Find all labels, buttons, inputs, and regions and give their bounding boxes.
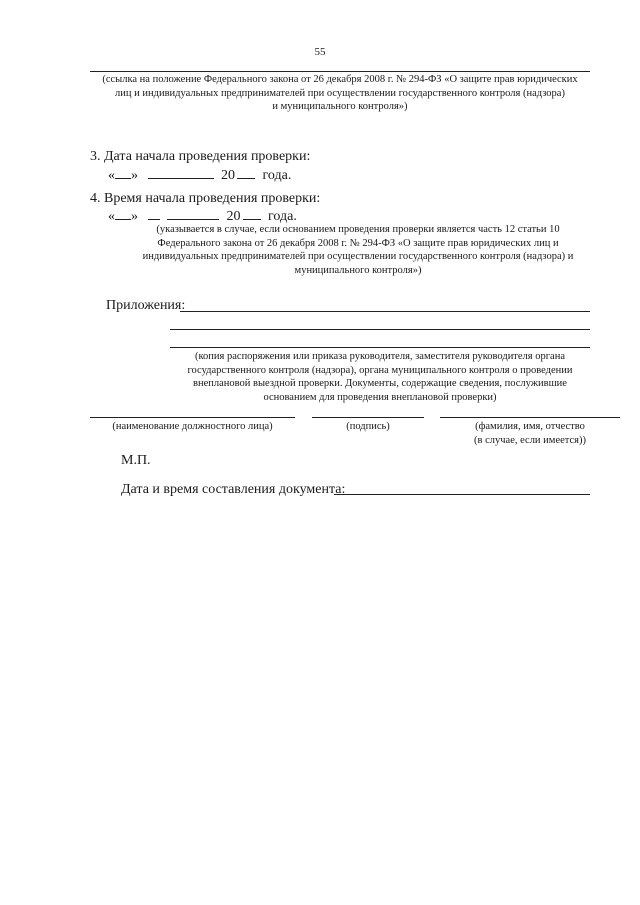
item4-note-line-4: муниципального контроля») — [294, 264, 422, 276]
attachments-line-2[interactable] — [170, 329, 590, 330]
page-number: 55 — [314, 46, 326, 58]
attachments-label: Приложения: — [106, 298, 186, 313]
full-name-caption-line-2: (в случае, если имеется)) — [474, 434, 586, 446]
full-name-signature-line[interactable] — [440, 417, 620, 418]
day-field[interactable] — [115, 207, 131, 220]
attachments-line-3[interactable] — [170, 347, 590, 348]
hour-field[interactable] — [148, 207, 160, 220]
position-caption: (наименование должностного лица) — [112, 421, 273, 432]
attachments-note-line-4: основанием для проведения внеплановой проверки) — [263, 391, 497, 403]
attachments-note-line-1: (копия распоряжения или приказа руководителя, заместителя руководителя органа — [194, 351, 566, 362]
month-field[interactable] — [148, 166, 214, 179]
year-suffix: года. — [262, 168, 292, 183]
close-quote: » — [131, 168, 138, 183]
open-quote: « — [108, 168, 115, 183]
stamp-label: М.П. — [121, 453, 151, 468]
legal-reference-note — [90, 73, 590, 114]
attachments-line-1[interactable] — [180, 311, 590, 312]
top-rule — [90, 71, 590, 72]
date-time-label: Дата и время составления документа: — [121, 482, 346, 497]
close-quote: » — [131, 209, 138, 224]
year-prefix: 20 — [221, 168, 235, 183]
item3-date-fields — [108, 166, 291, 184]
attachments-note-line-3: внеплановой выездной проверки. Документы, содержащие сведения, послужившие — [193, 378, 567, 389]
item4-note-line-2: Федерального закона от 26 декабря 2008 г. № 294-ФЗ «О защите прав юридических лиц и — [157, 237, 559, 249]
attachments-note-line-2: государственного контроля (надзора), органа муниципального контроля о проведении — [187, 364, 573, 376]
item4-note — [108, 223, 608, 277]
item3-label: 3. Дата начала проведения проверки: — [90, 149, 311, 164]
date-time-line[interactable] — [334, 494, 590, 495]
year-field[interactable] — [237, 166, 255, 179]
day-field[interactable] — [115, 166, 131, 179]
item4-note-line-3: индивидуальных предпринимателей при осуществлении государственного контроля (надзора) и — [142, 251, 574, 262]
legal-reference-line-1: (ссылка на положение Федерального закона от 26 декабря 2008 г. № 294-ФЗ «О защите прав юридических — [102, 74, 578, 85]
minute-field[interactable] — [167, 207, 219, 220]
signature-caption: (подпись) — [346, 421, 390, 432]
legal-reference-line-3: и муниципального контроля») — [272, 101, 408, 112]
attachments-note — [170, 350, 590, 404]
full-name-caption-line-1: (фамилия, имя, отчество — [475, 421, 585, 432]
year-suffix: года. — [268, 209, 297, 224]
year-prefix: 20 — [226, 209, 241, 224]
open-quote: « — [108, 209, 115, 224]
position-signature-line[interactable] — [90, 417, 295, 418]
year-field[interactable] — [243, 207, 261, 220]
signature-line[interactable] — [312, 417, 424, 418]
item4-label: 4. Время начала проведения проверки: — [90, 191, 321, 206]
legal-reference-line-2: лиц и индивидуальных предпринимателей при осуществлении государственного контроля (надзора) — [115, 87, 565, 99]
item4-note-line-1: (указывается в случае, если основанием проведения проверки является часть 12 статьи 10 — [156, 224, 560, 235]
full-name-caption — [440, 420, 620, 447]
